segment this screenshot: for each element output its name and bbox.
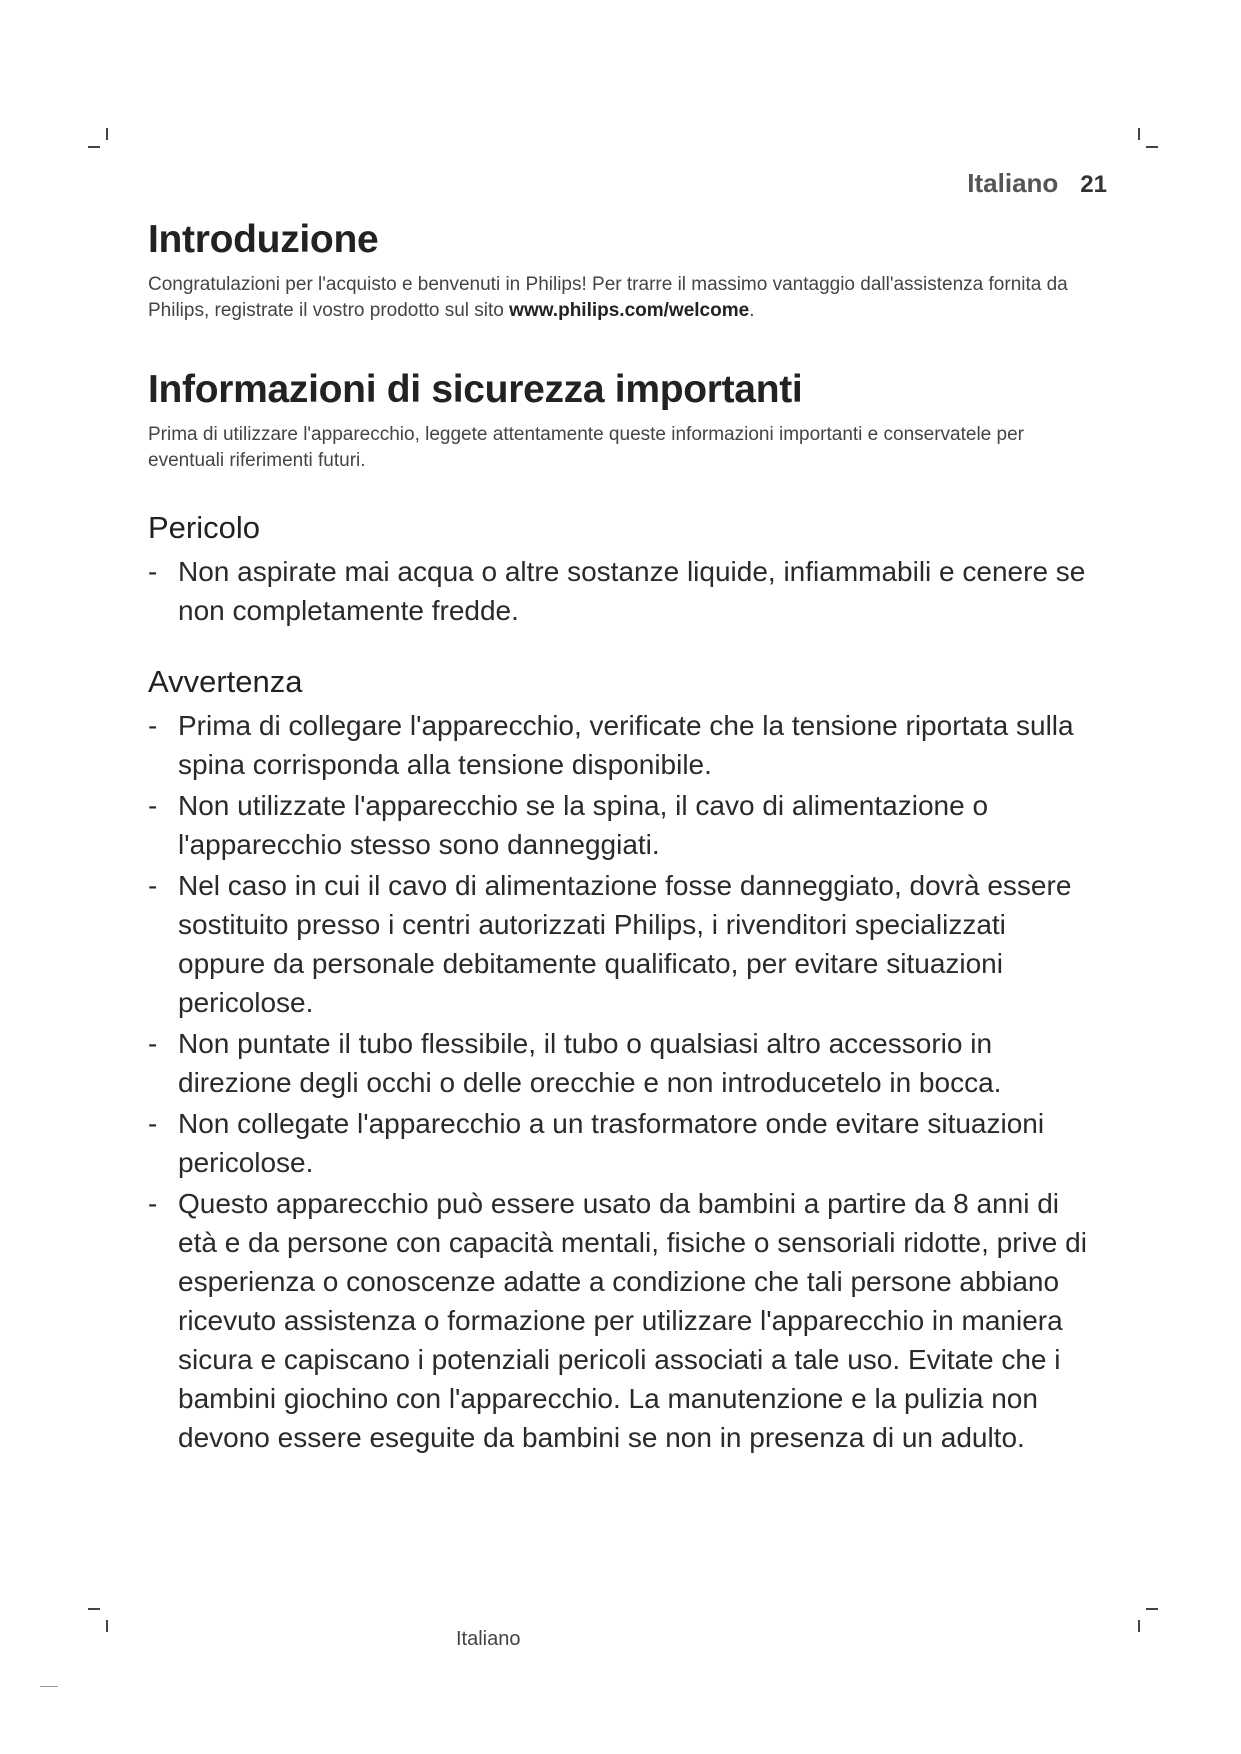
list-item (148, 1184, 1098, 1457)
intro-paragraph (148, 272, 1098, 324)
danger-heading: Pericolo (148, 510, 260, 545)
bullet-dash: - (148, 1108, 158, 1139)
list-item-text: Non utilizzate l'apparecchio se la spina, il cavo di alimentazione o l'apparecchio stesso sono danneggiati. (178, 790, 989, 860)
crop-mark-top-left-v (106, 128, 108, 140)
registration-link: www.philips.com/welcome (509, 300, 750, 321)
intro-section (148, 218, 1098, 324)
crop-mark-bottom-left-v (106, 1620, 108, 1632)
safety-section (148, 368, 1098, 1457)
safety-heading: Informazioni di sicurezza importanti (148, 368, 803, 411)
running-header (967, 168, 1107, 199)
list-item-text: Prima di collegare l'apparecchio, verificate che la tensione riportata sulla spina corrisponda alla tensione disponibile. (178, 710, 1074, 780)
crop-mark-top-right-h (1146, 146, 1158, 148)
list-item-text: Nel caso in cui il cavo di alimentazione fosse danneggiato, dovrà essere sostituito presso i centri autorizzati Philips, i rivenditori specializzati oppure da personale debitamente qualificato, per evitare situazioni pericolose. (178, 870, 1072, 1018)
list-item-text: Non aspirate mai acqua o altre sostanze liquide, infiammabili e cenere se non completamente fredde. (178, 556, 1086, 626)
list-item (148, 866, 1098, 1022)
header-language: Italiano (967, 168, 1059, 198)
warning-heading: Avvertenza (148, 664, 303, 699)
bullet-dash: - (148, 790, 158, 821)
crop-mark-bottom-slug (40, 1686, 58, 1687)
bullet-dash: - (148, 710, 158, 741)
page-content (148, 218, 1098, 1459)
warning-subsection (148, 664, 1098, 1457)
bullet-dash: - (148, 556, 158, 587)
list-item-text: Non puntate il tubo flessibile, il tubo o qualsiasi altro accessorio in direzione degli occhi o delle orecchie e non introducetelo in bocca. (178, 1028, 1002, 1098)
crop-mark-top-left-h (88, 146, 100, 148)
intro-text-end: . (749, 300, 755, 321)
intro-text: Congratulazioni per l'acquisto e benvenuti in Philips! Per trarre il massimo vantaggio dall'assistenza fornita da Philips, registrate il vostro prodotto sul sito (148, 274, 1068, 321)
list-item (148, 552, 1098, 630)
list-item (148, 1024, 1098, 1102)
list-item-text: Non collegate l'apparecchio a un trasformatore onde evitare situazioni pericolose. (178, 1108, 1045, 1178)
crop-mark-top-right-v (1138, 128, 1140, 140)
list-item (148, 1104, 1098, 1182)
intro-heading: Introduzione (148, 218, 379, 261)
bullet-dash: - (148, 1028, 158, 1059)
crop-mark-bottom-right-h (1146, 1608, 1158, 1610)
safety-lead: Prima di utilizzare l'apparecchio, leggete attentamente queste informazioni importanti e conservatele per eventuali riferimenti futuri. (148, 424, 1024, 471)
footer-language: Italiano (456, 1628, 521, 1650)
bullet-dash: - (148, 1188, 158, 1219)
list-item (148, 706, 1098, 784)
page-number: 21 (1080, 171, 1107, 198)
crop-mark-bottom-right-v (1138, 1620, 1140, 1632)
crop-mark-bottom-left-h (88, 1608, 100, 1610)
danger-subsection (148, 510, 1098, 630)
list-item-text: Questo apparecchio può essere usato da bambini a partire da 8 anni di età e da persone con capacità mentali, fisiche o sensoriali ridotte, prive di esperienza o conoscenze adatte a condizione che tali persone abbiano ricevuto assistenza o formazione per utilizzare l'apparecchio in maniera sicura e capiscano i potenziali pericoli associati a tale uso. Evitate che i bambini giochino con l'apparecchio. La manutenzione e la pulizia non devono essere eseguite da bambini se non in presenza di un adulto. (178, 1188, 1087, 1453)
danger-list (148, 552, 1098, 630)
bullet-dash: - (148, 870, 158, 901)
warning-list (148, 706, 1098, 1457)
list-item (148, 786, 1098, 864)
